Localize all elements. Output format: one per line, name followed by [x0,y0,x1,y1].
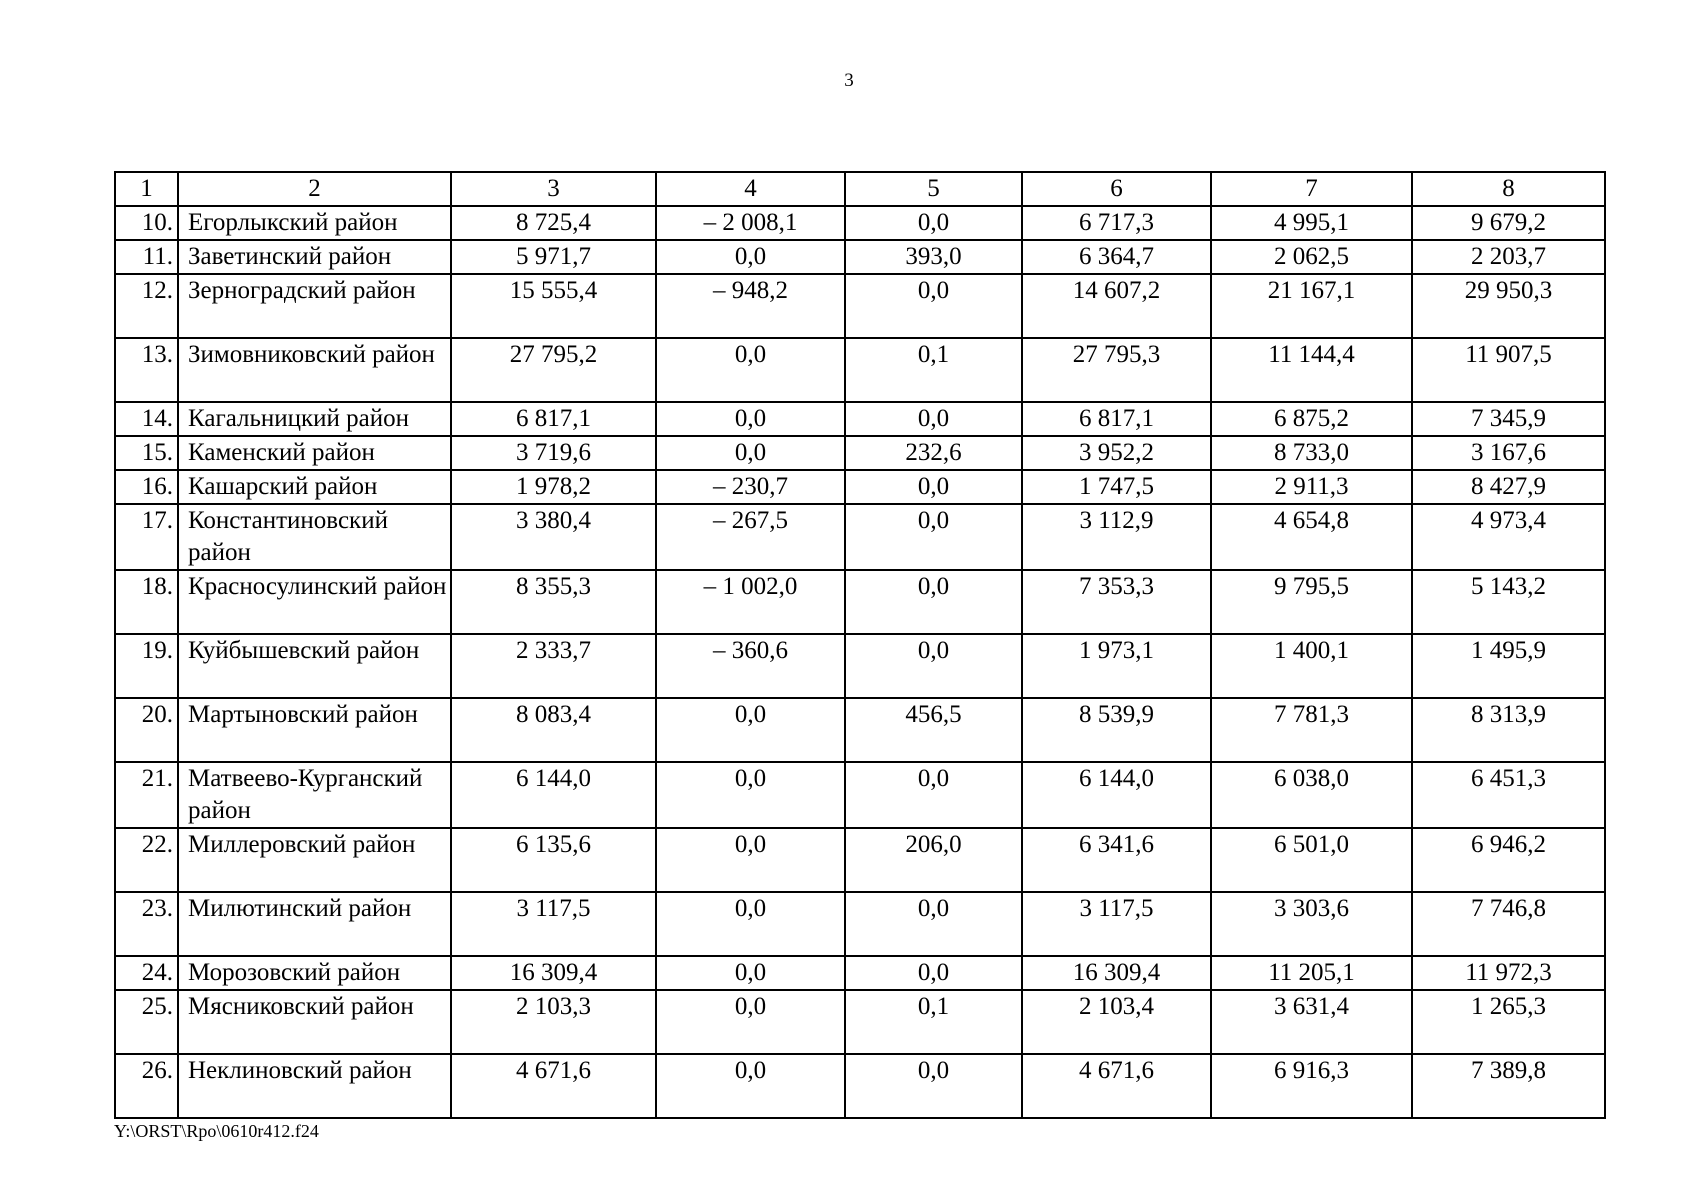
district-name-cell: Мартыновский район [178,698,451,762]
header-cell: 7 [1211,172,1412,206]
row-number-cell: 10. [115,206,178,240]
row-number-cell: 25. [115,990,178,1054]
value-cell-4: 0,0 [656,402,845,436]
value-cell-6: 14 607,2 [1022,274,1211,338]
value-cell-6: 6 341,6 [1022,828,1211,892]
value-cell-3: 27 795,2 [451,338,656,402]
value-cell-3: 4 671,6 [451,1054,656,1118]
value-cell-3: 3 380,4 [451,504,656,570]
value-cell-5: 0,0 [845,762,1022,828]
value-cell-7: 7 781,3 [1211,698,1412,762]
value-cell-5: 0,0 [845,956,1022,990]
value-cell-7: 2 911,3 [1211,470,1412,504]
value-cell-3: 8 355,3 [451,570,656,634]
value-cell-4: – 360,6 [656,634,845,698]
header-cell: 3 [451,172,656,206]
table-row [115,634,1605,698]
table-row [115,470,1605,504]
header-cell: 8 [1412,172,1605,206]
value-cell-7: 9 795,5 [1211,570,1412,634]
value-cell-3: 5 971,7 [451,240,656,274]
value-cell-7: 11 205,1 [1211,956,1412,990]
value-cell-6: 2 103,4 [1022,990,1211,1054]
page-number: 3 [844,70,854,91]
value-cell-6: 6 717,3 [1022,206,1211,240]
value-cell-5: 0,0 [845,274,1022,338]
table-row [115,698,1605,762]
value-cell-3: 8 083,4 [451,698,656,762]
value-cell-8: 4 973,4 [1412,504,1605,570]
row-number-cell: 22. [115,828,178,892]
table-row [115,338,1605,402]
value-cell-4: 0,0 [656,828,845,892]
value-cell-3: 3 719,6 [451,436,656,470]
value-cell-4: 0,0 [656,892,845,956]
district-name-cell: Миллеровский район [178,828,451,892]
value-cell-4: – 1 002,0 [656,570,845,634]
district-name-cell: Морозовский район [178,956,451,990]
header-cell: 5 [845,172,1022,206]
value-cell-6: 6 144,0 [1022,762,1211,828]
district-name-cell: Куйбышевский район [178,634,451,698]
value-cell-8: 8 313,9 [1412,698,1605,762]
value-cell-6: 8 539,9 [1022,698,1211,762]
value-cell-6: 7 353,3 [1022,570,1211,634]
file-path-footer: Y:\ORST\Rpo\0610r412.f24 [114,1121,319,1141]
table-row [115,504,1605,570]
district-name-cell: Милютинский район [178,892,451,956]
district-name-cell: Кагальницкий район [178,402,451,436]
value-cell-8: 6 946,2 [1412,828,1605,892]
value-cell-6: 6 817,1 [1022,402,1211,436]
value-cell-4: 0,0 [656,338,845,402]
value-cell-4: 0,0 [656,698,845,762]
table-row [115,206,1605,240]
value-cell-8: 11 907,5 [1412,338,1605,402]
value-cell-3: 2 103,3 [451,990,656,1054]
value-cell-6: 6 364,7 [1022,240,1211,274]
row-number-cell: 14. [115,402,178,436]
district-name-cell: Мясниковский район [178,990,451,1054]
district-name-cell: Кашарский район [178,470,451,504]
table-row [115,762,1605,828]
value-cell-7: 1 400,1 [1211,634,1412,698]
value-cell-6: 1 747,5 [1022,470,1211,504]
row-number-cell: 24. [115,956,178,990]
value-cell-5: 0,0 [845,634,1022,698]
value-cell-3: 6 135,6 [451,828,656,892]
value-cell-7: 6 501,0 [1211,828,1412,892]
value-cell-8: 1 265,3 [1412,990,1605,1054]
value-cell-6: 3 112,9 [1022,504,1211,570]
value-cell-4: 0,0 [656,990,845,1054]
value-cell-7: 4 654,8 [1211,504,1412,570]
district-name-cell: Неклиновский район [178,1054,451,1118]
value-cell-4: 0,0 [656,436,845,470]
value-cell-8: 7 345,9 [1412,402,1605,436]
value-cell-8: 29 950,3 [1412,274,1605,338]
row-number-cell: 23. [115,892,178,956]
value-cell-5: 0,0 [845,504,1022,570]
table-row [115,274,1605,338]
value-cell-3: 2 333,7 [451,634,656,698]
budget-table [114,171,1606,1119]
district-name-cell: Каменский район [178,436,451,470]
value-cell-7: 2 062,5 [1211,240,1412,274]
value-cell-3: 1 978,2 [451,470,656,504]
value-cell-7: 6 038,0 [1211,762,1412,828]
value-cell-5: 0,0 [845,402,1022,436]
table-row [115,436,1605,470]
value-cell-3: 6 144,0 [451,762,656,828]
value-cell-5: 232,6 [845,436,1022,470]
value-cell-6: 16 309,4 [1022,956,1211,990]
value-cell-7: 21 167,1 [1211,274,1412,338]
value-cell-8: 1 495,9 [1412,634,1605,698]
value-cell-6: 3 117,5 [1022,892,1211,956]
value-cell-8: 6 451,3 [1412,762,1605,828]
value-cell-5: 206,0 [845,828,1022,892]
value-cell-7: 11 144,4 [1211,338,1412,402]
table-row [115,1054,1605,1118]
district-name-cell: Красносулинский район [178,570,451,634]
district-name-cell: Заветинский район [178,240,451,274]
value-cell-4: – 267,5 [656,504,845,570]
table-row [115,990,1605,1054]
value-cell-3: 3 117,5 [451,892,656,956]
table-row [115,828,1605,892]
row-number-cell: 21. [115,762,178,828]
value-cell-4: 0,0 [656,762,845,828]
value-cell-7: 3 631,4 [1211,990,1412,1054]
value-cell-8: 8 427,9 [1412,470,1605,504]
value-cell-8: 3 167,6 [1412,436,1605,470]
row-number-cell: 15. [115,436,178,470]
value-cell-4: – 230,7 [656,470,845,504]
table-row [115,956,1605,990]
value-cell-3: 6 817,1 [451,402,656,436]
value-cell-8: 9 679,2 [1412,206,1605,240]
value-cell-4: 0,0 [656,240,845,274]
header-cell: 1 [115,172,178,206]
value-cell-6: 27 795,3 [1022,338,1211,402]
value-cell-6: 4 671,6 [1022,1054,1211,1118]
row-number-cell: 11. [115,240,178,274]
value-cell-3: 16 309,4 [451,956,656,990]
value-cell-5: 0,0 [845,570,1022,634]
value-cell-7: 3 303,6 [1211,892,1412,956]
value-cell-7: 8 733,0 [1211,436,1412,470]
table-row [115,570,1605,634]
value-cell-7: 4 995,1 [1211,206,1412,240]
district-name-cell: Зерноградский район [178,274,451,338]
value-cell-8: 2 203,7 [1412,240,1605,274]
row-number-cell: 18. [115,570,178,634]
row-number-cell: 17. [115,504,178,570]
value-cell-4: 0,0 [656,1054,845,1118]
row-number-cell: 26. [115,1054,178,1118]
header-cell: 6 [1022,172,1211,206]
value-cell-8: 5 143,2 [1412,570,1605,634]
value-cell-5: 0,0 [845,1054,1022,1118]
value-cell-7: 6 916,3 [1211,1054,1412,1118]
district-name-cell: Константиновский район [178,504,451,570]
header-cell: 2 [178,172,451,206]
value-cell-4: – 948,2 [656,274,845,338]
value-cell-8: 11 972,3 [1412,956,1605,990]
value-cell-4: 0,0 [656,956,845,990]
table-header-row [115,172,1605,206]
value-cell-3: 15 555,4 [451,274,656,338]
value-cell-6: 3 952,2 [1022,436,1211,470]
value-cell-5: 0,0 [845,206,1022,240]
row-number-cell: 13. [115,338,178,402]
value-cell-8: 7 746,8 [1412,892,1605,956]
header-cell: 4 [656,172,845,206]
row-number-cell: 12. [115,274,178,338]
value-cell-6: 1 973,1 [1022,634,1211,698]
table-row [115,892,1605,956]
district-name-cell: Матвеево-Курганский район [178,762,451,828]
district-name-cell: Егорлыкский район [178,206,451,240]
value-cell-5: 0,0 [845,470,1022,504]
value-cell-5: 393,0 [845,240,1022,274]
value-cell-4: – 2 008,1 [656,206,845,240]
row-number-cell: 20. [115,698,178,762]
value-cell-3: 8 725,4 [451,206,656,240]
value-cell-5: 0,1 [845,990,1022,1054]
table-row [115,402,1605,436]
district-name-cell: Зимовниковский район [178,338,451,402]
row-number-cell: 16. [115,470,178,504]
value-cell-5: 0,0 [845,892,1022,956]
value-cell-7: 6 875,2 [1211,402,1412,436]
value-cell-5: 456,5 [845,698,1022,762]
value-cell-8: 7 389,8 [1412,1054,1605,1118]
row-number-cell: 19. [115,634,178,698]
value-cell-5: 0,1 [845,338,1022,402]
table-row [115,240,1605,274]
